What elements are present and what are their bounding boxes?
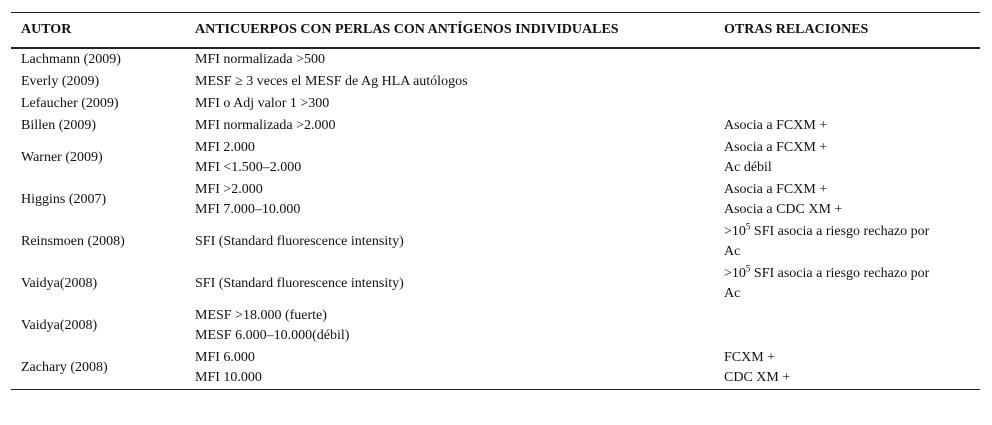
table-header-row (11, 13, 980, 49)
cell-anticuerpos (185, 221, 714, 263)
header-otras-relaciones: OTRAS RELACIONES (724, 22, 869, 37)
otras-line: Ac (724, 286, 741, 301)
anticuerpos-line: SFI (Standard fluorescence intensity) (195, 234, 404, 249)
cell-anticuerpos (185, 115, 714, 137)
cell-anticuerpos (185, 179, 714, 221)
cell-anticuerpos (185, 263, 714, 305)
cell-anticuerpos (185, 305, 714, 347)
anticuerpos-line: SFI (Standard fluorescence intensity) (195, 276, 404, 291)
cell-otras (714, 137, 980, 179)
cell-otras (714, 93, 980, 115)
cell-otras (714, 115, 980, 137)
table-row (11, 48, 980, 71)
cell-autor: Zachary (2008) (21, 360, 108, 375)
anticuerpos-line: MESF >18.000 (fuerte) (195, 308, 327, 323)
table-row (11, 263, 980, 305)
anticuerpos-line: MESF 6.000–10.000(débil) (195, 328, 350, 343)
table-row (11, 305, 980, 347)
table-row (11, 71, 980, 93)
table-row (11, 179, 980, 221)
cell-otras (714, 263, 980, 305)
otras-line: FCXM + (724, 350, 776, 365)
otras-exponent: 5 (745, 263, 751, 274)
anticuerpos-line: MFI o Adj valor 1 >300 (195, 96, 330, 111)
table-row (11, 137, 980, 179)
otras-line: Asocia a FCXM + (724, 140, 828, 155)
cell-autor: Higgins (2007) (21, 192, 107, 207)
otras-line (724, 264, 974, 284)
table-row (11, 347, 980, 390)
otras-line: Asocia a FCXM + (724, 182, 828, 197)
otras-line: Ac (724, 244, 741, 259)
cell-otras (714, 48, 980, 71)
otras-exponent: 5 (745, 221, 751, 232)
cell-otras (714, 305, 980, 347)
cell-anticuerpos (185, 71, 714, 93)
otras-line (724, 222, 974, 242)
otras-line: CDC XM + (724, 370, 791, 385)
cell-autor: Vaidya(2008) (21, 276, 98, 291)
table-row (11, 115, 980, 137)
otras-text: SFI asocia a riesgo rechazo por (750, 224, 930, 239)
cell-autor: Vaidya(2008) (21, 318, 98, 333)
header-anticuerpos: ANTICUERPOS CON PERLAS CON ANTÍGENOS INDIVIDUALES (195, 22, 619, 37)
otras-text: SFI asocia a riesgo rechazo por (750, 266, 930, 281)
cell-autor: Lefaucher (2009) (21, 96, 119, 111)
cell-otras (714, 347, 980, 390)
cell-anticuerpos (185, 48, 714, 71)
cell-autor: Lachmann (2009) (21, 52, 121, 67)
anticuerpos-line: MFI 7.000–10.000 (195, 202, 301, 217)
cell-autor: Billen (2009) (21, 118, 97, 133)
anticuerpos-line: MFI <1.500–2.000 (195, 160, 302, 175)
cell-autor: Everly (2009) (21, 74, 100, 89)
cell-otras (714, 221, 980, 263)
cell-autor: Reinsmoen (2008) (21, 234, 125, 249)
otras-line: Asocia a CDC XM + (724, 202, 843, 217)
anticuerpos-line: MFI normalizada >2.000 (195, 118, 336, 133)
anticuerpos-line: MFI 6.000 (195, 350, 255, 365)
cell-autor: Warner (2009) (21, 150, 103, 165)
anticuerpos-line: MFI normalizada >500 (195, 52, 325, 67)
otras-prefix: >10 (724, 266, 746, 281)
cell-anticuerpos (185, 137, 714, 179)
otras-line: Asocia a FCXM + (724, 118, 828, 133)
header-autor: AUTOR (21, 22, 72, 37)
cell-otras (714, 179, 980, 221)
cell-anticuerpos (185, 347, 714, 390)
cell-otras (714, 71, 980, 93)
anticuerpos-line: MFI 10.000 (195, 370, 262, 385)
anticuerpos-line: MESF ≥ 3 veces el MESF de Ag HLA autólogos (195, 74, 468, 89)
table-row (11, 221, 980, 263)
relations-table (11, 12, 980, 390)
cell-anticuerpos (185, 93, 714, 115)
otras-line: Ac débil (724, 160, 772, 175)
table-row (11, 93, 980, 115)
otras-prefix: >10 (724, 224, 746, 239)
anticuerpos-line: MFI >2.000 (195, 182, 263, 197)
anticuerpos-line: MFI 2.000 (195, 140, 255, 155)
